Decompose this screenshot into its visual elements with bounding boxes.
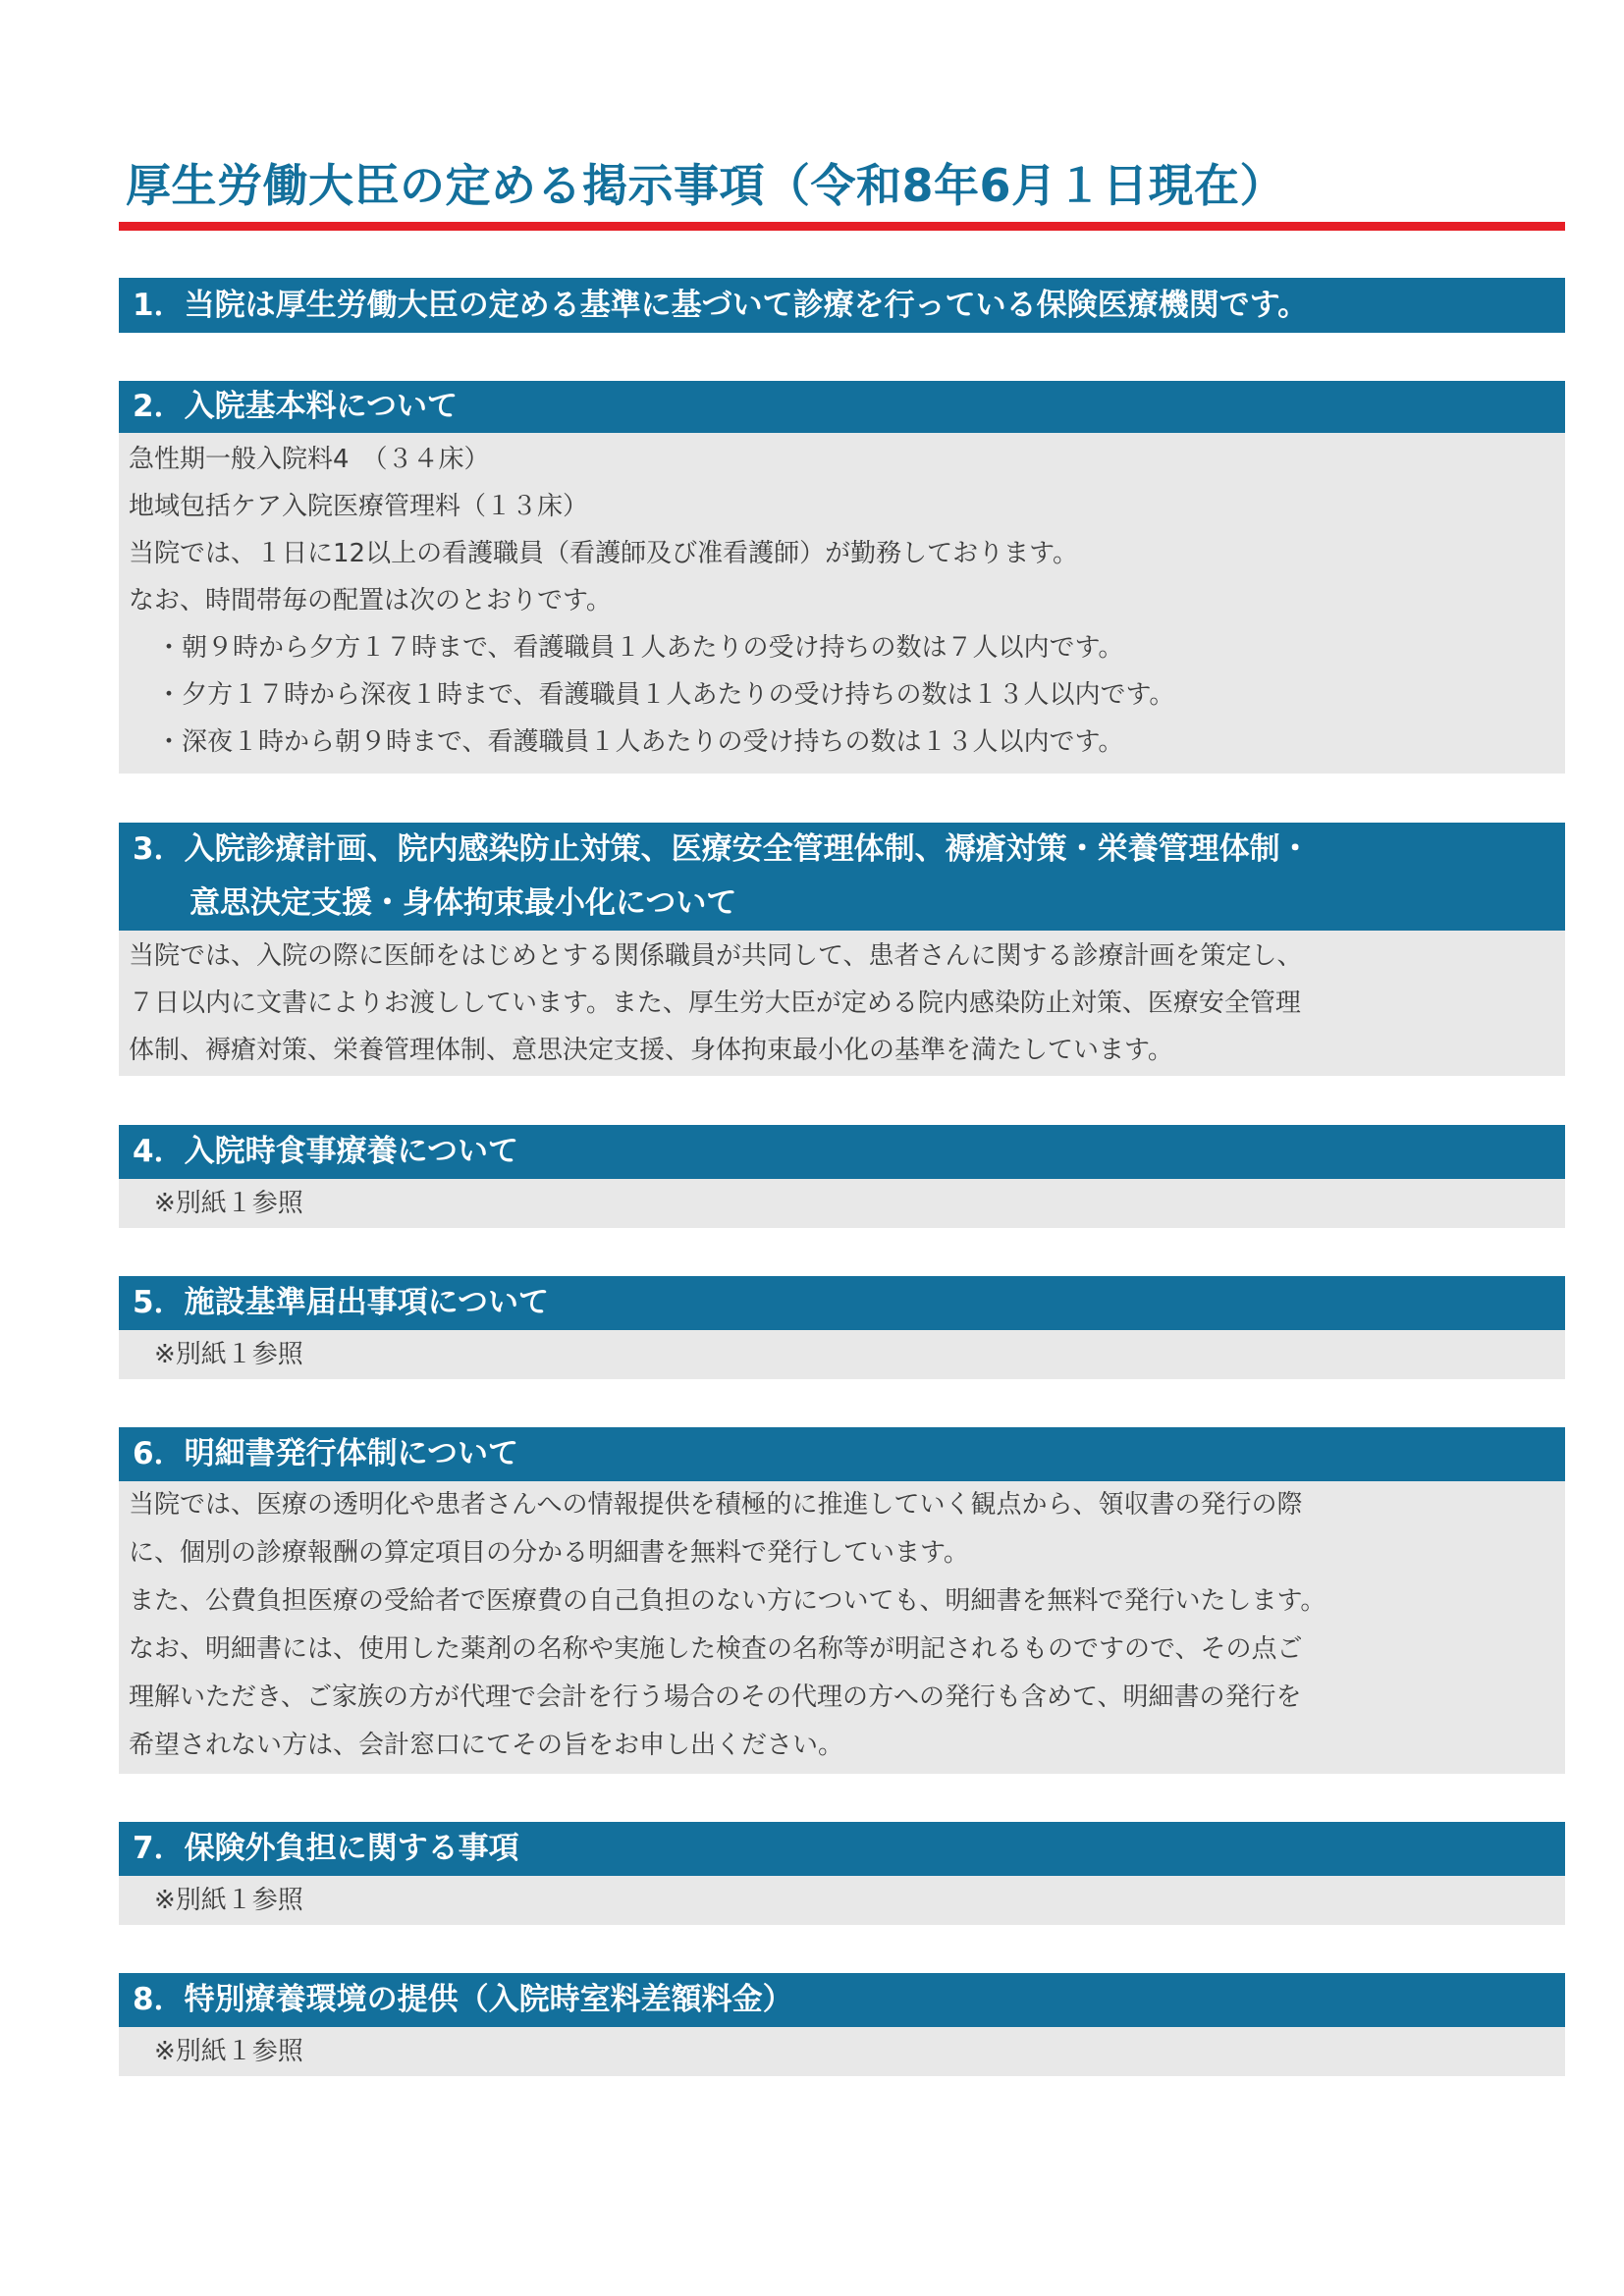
section-body [119,2027,1565,2076]
section-heading: 6．明細書発行体制について [133,1436,518,1471]
section-4-inpatient-meals [119,1125,1565,1228]
section-heading: 1．当院は厚生労働大臣の定める基準に基づいて診療を行っている保険医療機関です。 [133,288,1309,323]
section-body [119,1876,1565,1925]
body-line: に、個別の診療報酬の算定項目の分かる明細書を無料で発行しています。 [129,1538,969,1568]
section-header [119,381,1565,433]
section-7-non-insured-costs [119,1822,1565,1925]
section-body [119,433,1565,774]
section-header [119,823,1565,931]
body-line: なお、明細書には、使用した薬剤の名称や実施した検査の名称等が明記されるものですので、その点ご [129,1634,1303,1664]
section-body [119,931,1565,1076]
section-header [119,1973,1565,2027]
section-heading: 7．保険外負担に関する事項 [133,1831,519,1866]
staffing-list-item: ・深夜１時から朝９時まで、看護職員１人あたりの受け持ちの数は１３人以内です。 [156,727,1124,757]
section-header [119,1125,1565,1179]
body-line: 当院では、入院の際に医師をはじめとする関係職員が共同して、患者さんに関する診療計画を策定し、 [129,941,1303,971]
reference-note: ※別紙１参照 [154,1340,303,1369]
section-body [119,1179,1565,1228]
section-header [119,278,1565,333]
body-line: 体制、褥瘡対策、栄養管理体制、意思決定支援、身体拘束最小化の基準を満たしています。 [129,1036,1173,1065]
section-8-special-room-charges [119,1973,1565,2076]
body-line: 当院では、医療の透明化や患者さんへの情報提供を積極的に推進していく観点から、領収書の発行の際 [129,1490,1303,1520]
section-body [119,1481,1565,1774]
reference-note: ※別紙１参照 [154,1886,303,1915]
staffing-list-item: ・夕方１７時から深夜１時まで、看護職員１人あたりの受け持ちの数は１３人以内です。 [156,680,1175,710]
section-2-inpatient-basic-fee [119,381,1565,774]
section-body [119,1330,1565,1379]
section-1-hospital-designation [119,278,1565,333]
staffing-list-item: ・朝９時から夕方１７時まで、看護職員１人あたりの受け持ちの数は７人以内です。 [156,633,1124,663]
body-line: 希望されない方は、会計窓口にてその旨をお申し出ください。 [129,1731,844,1760]
section-6-itemized-statement [119,1427,1565,1774]
section-heading: 5．施設基準届出事項について [133,1285,549,1320]
page-title: 厚生労働大臣の定める掲示事項（令和8年6月１日現在） [126,159,1286,212]
body-line: ７日以内に文書によりお渡ししています。また、厚生労大臣が定める院内感染防止対策、医療安全管理 [129,988,1301,1018]
reference-note: ※別紙１参照 [154,2037,303,2066]
section-header [119,1427,1565,1481]
section-3-care-planning-and-safety [119,823,1565,1076]
section-heading: 4．入院時食事療養について [133,1134,518,1169]
title-divider [119,222,1565,231]
body-line: また、公費負担医療の受給者で医療費の自己負担のない方についても、明細書を無料で発行いたします。 [129,1586,1326,1616]
section-heading-continued: 意思決定支援・身体拘束最小化について [189,885,737,921]
section-5-facility-standards [119,1276,1565,1379]
section-heading: 2．入院基本料について [133,389,458,424]
section-header [119,1276,1565,1330]
section-header [119,1822,1565,1876]
body-line: 急性期一般入院料4 （３４床） [129,445,490,474]
body-line: なお、時間帯毎の配置は次のとおりです。 [129,586,612,615]
section-heading: 3．入院診療計画、院内感染防止対策、医療安全管理体制、褥瘡対策・栄養管理体制・ [133,831,1311,867]
body-line: 当院では、１日に12以上の看護職員（看護師及び准看護師）が勤務しております。 [129,539,1079,568]
body-line: 理解いただき、ご家族の方が代理で会計を行う場合のその代理の方への発行も含めて、明細書の発行を [129,1682,1302,1712]
section-heading: 8．特別療養環境の提供（入院時室料差額料金） [133,1982,793,2017]
reference-note: ※別紙１参照 [154,1189,303,1218]
body-line: 地域包括ケア入院医療管理料（１３床） [129,492,589,521]
